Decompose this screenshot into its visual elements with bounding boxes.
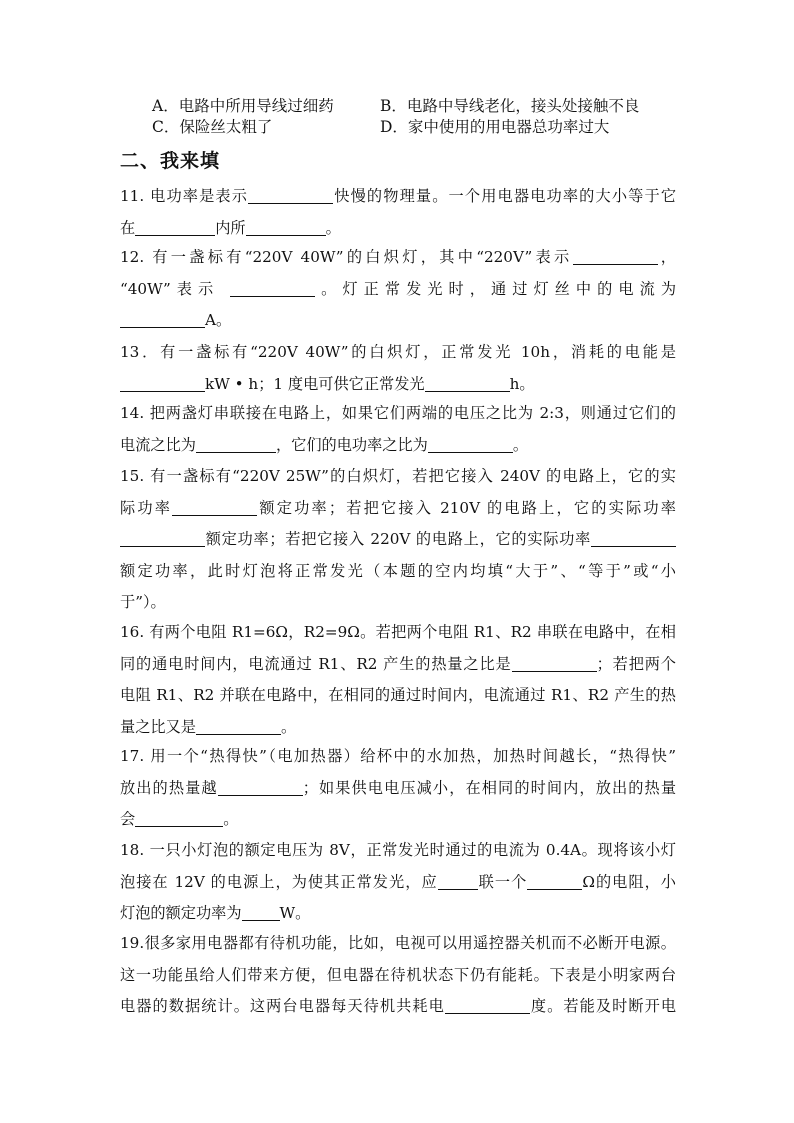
options-row-ab — [152, 95, 640, 117]
answer-blank[interactable] — [248, 185, 333, 204]
question-15: 15. 有一盏标有“220V 25W”的白炽灯，若把它接入 240V 的电路上，它的实 际功率 额定功率；若把它接入 210V 的电路上，它的实际功率 额定功率；若把它接入 220V 的电路上，它的实际功率 额定功率，此时灯泡将正常发光（本题的空内均填“大于”、“等于”或“小 于”）。 — [120, 467, 676, 611]
answer-blank[interactable] — [438, 871, 478, 890]
question-17: 17. 用一个“热得快”（电加热器）给杯中的水加热，加热时间越长，“热得快” 放出的热量越 ；如果供电电压减小，在相同的时间内，放出的热量 会 。 — [120, 747, 677, 828]
answer-blank[interactable] — [230, 278, 315, 297]
answer-blank[interactable] — [428, 434, 513, 453]
question-18: 18. 一只小灯泡的额定电压为 8V，正常发光时通过的电流为 0.4A。现将该小灯 泡接在 12V 的电源上，为使其正常发光，应 联一个 Ω的电阻，小 灯泡的额定功率为 W。 — [120, 841, 676, 922]
question-13: 13．有一盏标有“220V 40W”的白炽灯，正常发光 10h，消耗的电能是 kW • h；1 度电可供它正常发光 h。 — [120, 343, 676, 393]
answer-blank[interactable] — [196, 716, 281, 735]
question-16: 16. 有两个电阻 R1=6Ω，R2=9Ω。若把两个电阻 R1、R2 串联在电路中，在相 同的通电时间内，电流通过 R1、R2 产生的热量之比是 ；若把两个 电阻 R1、R2 并联在电路中，在相同的通过时间内，电流通过 R1、R2 产生的热 量之比又是 。 — [120, 623, 676, 736]
option-a: A．电路中所用导线过细药 — [152, 97, 334, 115]
section-title: 二、我来填 — [120, 150, 221, 172]
answer-blank[interactable] — [512, 653, 597, 672]
option-d: D．家中使用的用电器总功率过大 — [380, 118, 610, 136]
question-12: 12. 有一盏标有“220V 40W”的白炽灯，其中“220V”表示 ， “40W”表示 。灯正常发光时，通过灯丝中的电流为 A。 — [120, 248, 677, 329]
question-19: 19.很多家用电器都有待机功能，比如，电视可以用遥控器关机而不必断开电源。 这一功能虽给人们带来方便，但电器在待机状态下仍有能耗。下表是小明家两台 电器的数据统计。这两台电器每天待机共耗电 度。若能及时断开电 — [120, 934, 677, 1015]
answer-blank[interactable] — [218, 777, 303, 796]
answer-blank[interactable] — [527, 871, 582, 890]
answer-blank[interactable] — [196, 434, 276, 453]
answer-blank[interactable] — [425, 373, 510, 392]
answer-blank[interactable] — [445, 995, 530, 1014]
answer-blank[interactable] — [135, 808, 223, 827]
answer-blank[interactable] — [242, 902, 280, 921]
answer-blank[interactable] — [135, 217, 215, 236]
option-b: B．电路中导线老化，接头处接触不良 — [380, 97, 640, 115]
question-14: 14. 把两盏灯串联接在电路上，如果它们两端的电压之比为 2:3，则通过它们的 电流之比为 ，它们的电功率之比为 。 — [120, 404, 676, 454]
question-11: 11. 电功率是表示 快慢的物理量。一个用电器电功率的大小等于它 在 内所 。 — [120, 187, 677, 237]
answer-blank[interactable] — [573, 246, 658, 265]
options-row-cd — [152, 116, 610, 138]
answer-blank[interactable] — [591, 528, 676, 547]
answer-blank[interactable] — [172, 497, 257, 516]
answer-blank[interactable] — [120, 373, 205, 392]
answer-blank[interactable] — [120, 528, 205, 547]
answer-blank[interactable] — [246, 217, 326, 236]
answer-blank[interactable] — [120, 309, 205, 328]
option-c: C．保险丝太粗了 — [152, 118, 273, 136]
